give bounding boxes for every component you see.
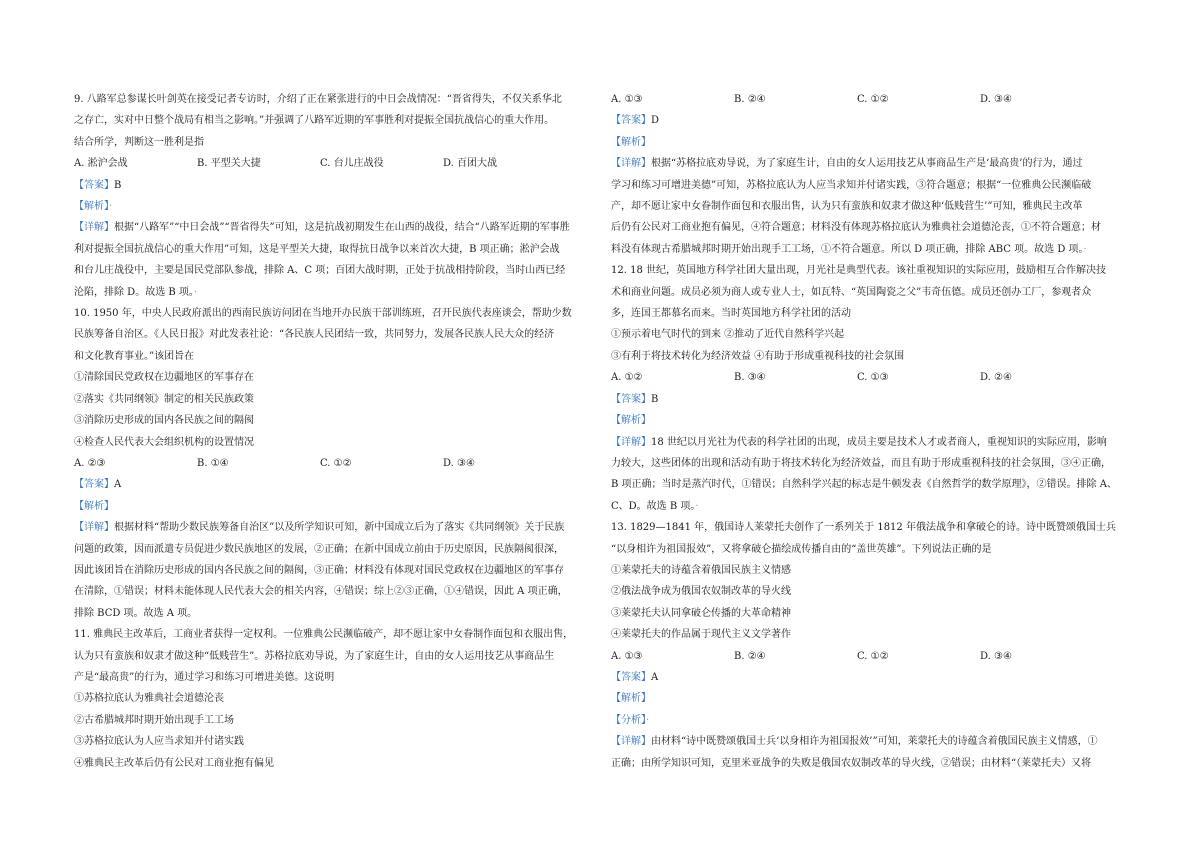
paragraph-mark: · bbox=[1083, 243, 1087, 255]
statement-2: ②古希腊城邦时期开始出现手工工场 bbox=[74, 714, 234, 726]
analysis-label: 【 解析 】 bbox=[74, 201, 109, 212]
analysis-line bbox=[74, 196, 608, 217]
question-text-line: 11. 雅典民主改革后，工商业者获得一定权利。一位雅典公民濒临破产，却不愿让家中女眷制作面包和衣服出售， bbox=[74, 629, 574, 641]
detail-text: C、D。故选 B 项。 bbox=[611, 500, 696, 512]
detail-label: 【 详解 】 bbox=[611, 437, 651, 448]
statement-4: ④雅典民主改革后仍有公民对工商业抱有偏见 bbox=[74, 757, 274, 769]
detail-line bbox=[74, 517, 608, 538]
detail-line bbox=[611, 153, 1133, 174]
detail-text: 问题的政策，因而派遣专员促进少数民族地区的发展，②正确；在新中国成立前由于历史原因，民族隔阂很深， bbox=[74, 543, 564, 555]
option-d: D. ③④ bbox=[443, 457, 475, 469]
statement-3: ③莱蒙托夫认同拿破仑传播的大革命精神 bbox=[611, 607, 791, 619]
answer-label: 【 答案 】 bbox=[74, 479, 114, 490]
option-a: A. ①③ bbox=[611, 650, 643, 662]
right-column bbox=[611, 89, 1133, 774]
option-c: C. ①② bbox=[857, 94, 889, 105]
answer-label: 【 答案 】 bbox=[611, 115, 651, 126]
option-c: C. ①② bbox=[857, 650, 889, 662]
question-11-continued bbox=[611, 89, 1133, 260]
question-text-line: 13. 1829—1841 年，俄国诗人莱蒙托夫创作了一系列关于 1812 年俄法战争和拿破仑的诗。诗中既赞颂俄国士兵 bbox=[611, 522, 1116, 534]
detail-label: 【 详解 】 bbox=[611, 158, 651, 169]
answer-value: D bbox=[651, 115, 660, 127]
analysis-label: 【 解析 】 bbox=[611, 137, 651, 148]
answer-options bbox=[611, 646, 1133, 667]
analysis-line bbox=[611, 410, 1133, 431]
question-12 bbox=[611, 260, 1133, 517]
statement-1: ①清除国民党政权在边疆地区的军事存在 bbox=[74, 372, 254, 384]
left-column bbox=[74, 89, 608, 774]
detail-text: 由材料“诗中既赞颂俄国士兵‘以身相许为祖国报效’”可知，莱蒙托夫的诗蕴含着俄国民族主义情感，① bbox=[651, 736, 1098, 748]
option-a: A. ①② bbox=[611, 372, 643, 384]
detail-label: 【 详解 】 bbox=[74, 222, 114, 233]
analysis-label: 【 解析 】 bbox=[611, 415, 651, 426]
paragraph-mark: · bbox=[646, 714, 650, 726]
detail-text: 根据“八路军”“中日会战”“晋省得失”可知，这是抗战初期发生在山西的战役，结合“八路军近期的军事胜 bbox=[114, 222, 570, 234]
question-text-line: 之存亡，实对中日整个战局有相当之影响。”并强调了八路军近期的军事胜利对提振全国抗战信心的重大作用。 bbox=[74, 115, 555, 127]
option-b: B. ①④ bbox=[197, 457, 229, 469]
option-b: B. 平型关大捷 bbox=[197, 158, 261, 170]
detail-line bbox=[611, 496, 1133, 517]
detail-text: 根据材料“帮助少数民族筹备自治区”以及所学知识可知，新中国成立后为了落实《共同纲领》关于民族 bbox=[114, 522, 565, 534]
question-text-line: 认为只有蛮族和奴隶才做这种“低贱营生”。苏格拉底劝导说，为了家庭生计，自由的女人运用技艺从事商品生 bbox=[74, 650, 555, 662]
detail-text: 后仍有公民对工商业抱有偏见，④符合题意；材料没有体现苏格拉底认为雅典社会道德沦丧，①不符合题意；材 bbox=[611, 222, 1101, 234]
statement-1: ①苏格拉底认为雅典社会道德沦丧 bbox=[74, 693, 224, 705]
question-text-line: 多，连国王都慕名而来。当时英国地方科学社团的活动 bbox=[611, 308, 851, 320]
detail-label: 【 详解 】 bbox=[74, 522, 114, 533]
detail-text: 因此该团旨在消除历史形成的国内各民族之间的隔阂，③正确；材料没有体现对国民党政权在边疆地区的军事存 bbox=[74, 564, 564, 576]
statement-3: ③苏格拉底认为人应当求知并付诸实践 bbox=[74, 736, 244, 748]
statements-1-2: ①预示着电气时代的到来 ②推动了近代自然科学兴起 bbox=[611, 329, 845, 341]
answer-label: 【 答案 】 bbox=[611, 672, 651, 683]
question-10 bbox=[74, 303, 608, 624]
question-9 bbox=[74, 89, 608, 303]
detail-line bbox=[611, 432, 1133, 453]
analysis-line bbox=[74, 496, 608, 517]
detail-text: 料没有体现古希腊城邦时期开始出现手工工场，①不符合题意。所以 D 项正确，排除 ABC 项。故选 D 项。 bbox=[611, 243, 1084, 255]
detail-line bbox=[611, 239, 1133, 260]
answer-line bbox=[74, 474, 608, 495]
analysis-label: 【 解析 】 bbox=[611, 693, 651, 704]
question-text-line: 民族筹备自治区。《人民日报》对此发表社论：“各民族人民团结一致，共同努力，发展各民族人民大众的经济 bbox=[74, 329, 555, 341]
detail-line bbox=[611, 731, 1133, 752]
detail-text: 学习和练习可增进美德”可知，苏格拉底认为人应当求知并付诸实践，③符合题意；根据“一位雅典公民濒临破 bbox=[611, 179, 1092, 191]
pre-analysis-label: 【 分析 】 bbox=[611, 715, 646, 726]
paragraph-mark: · bbox=[695, 500, 699, 512]
option-d: D. ③④ bbox=[980, 94, 1012, 105]
analysis-label: 【 解析 】 bbox=[74, 501, 114, 512]
question-text-line: “以身相许为祖国报效”，又将拿破仑描绘成传播自由的“盖世英雄”。下列说法正确的是 bbox=[611, 543, 992, 555]
question-text-line: 结合所学，判断这一胜利是指 bbox=[74, 136, 204, 148]
analysis-line bbox=[611, 688, 1133, 709]
detail-text: 正确；由所学知识可知，克里米亚战争的失败是俄国农奴制改革的导火线，②错误；由材料“（莱蒙托夫）又将 bbox=[611, 757, 1092, 769]
option-a: A. ①③ bbox=[611, 94, 643, 105]
answer-line bbox=[611, 667, 1133, 688]
answer-line bbox=[611, 110, 1133, 131]
detail-label: 【 详解 】 bbox=[611, 736, 651, 747]
pre-analysis-line bbox=[611, 710, 1133, 731]
detail-text: 在清除，①错误；材料未能体现人民代表大会的相关内容，④错误；综上②③正确，①④错误，因此 A 项正确， bbox=[74, 586, 568, 598]
option-a: A. ②③ bbox=[74, 457, 106, 469]
option-d: D. 百团大战 bbox=[443, 158, 498, 170]
statement-3: ③消除历史形成的国内各民族之间的隔阂 bbox=[74, 415, 254, 427]
detail-text: 产，却不愿让家中女眷制作面包和衣服出售，认为只有蛮族和奴隶才做这种‘低贱营生’”可知，雅典民主改革 bbox=[611, 201, 1083, 213]
detail-text: 排除 BCD 项。故选 A 项。 bbox=[74, 607, 198, 619]
option-d: D. ②④ bbox=[980, 372, 1012, 384]
statement-2: ②落实《共同纲领》制定的相关民族政策 bbox=[74, 393, 254, 405]
answer-options bbox=[74, 153, 608, 174]
answer-value: B bbox=[651, 393, 659, 405]
option-b: B. ③④ bbox=[734, 372, 766, 384]
statement-2: ②俄法战争成为俄国农奴制改革的导火线 bbox=[611, 586, 791, 598]
paragraph-mark: · bbox=[109, 201, 113, 213]
answer-options bbox=[611, 367, 1133, 388]
answer-label: 【 答案 】 bbox=[74, 180, 114, 191]
detail-line bbox=[74, 217, 608, 238]
option-d: D. ③④ bbox=[980, 650, 1012, 662]
answer-options bbox=[611, 89, 1133, 110]
detail-text: 18 世纪以月光社为代表的科学社团的出现，成员主要是技术人才或者商人，重视知识的实际应用，影响 bbox=[651, 436, 1107, 448]
statement-4: ④检查人民代表大会组织机构的设置情况 bbox=[74, 436, 254, 448]
question-text-line: 术和商业问题。成员必须为商人或专业人士，如瓦特、“英国陶瓷之父”韦奇伍德。成员还创办工厂，参观者众 bbox=[611, 286, 1092, 298]
answer-line bbox=[74, 175, 608, 196]
question-text-line: 产是“最高贵”的行为，通过学习和练习可增进美德。这说明 bbox=[74, 671, 335, 683]
statement-4: ④莱蒙托夫的作品属于现代主义文学著作 bbox=[611, 629, 791, 641]
option-c: C. ①② bbox=[320, 457, 352, 469]
answer-line bbox=[611, 389, 1133, 410]
detail-text: 力较大，这些团体的出现和活动有助于将技术转化为经济效益，而且有助于形成重视科技的社会氛围，③④正确， bbox=[611, 457, 1111, 469]
answer-label: 【 答案 】 bbox=[611, 394, 651, 405]
paragraph-mark: · bbox=[193, 286, 198, 298]
answer-value: A bbox=[651, 671, 659, 683]
answer-options bbox=[74, 453, 608, 474]
question-text-line: 12. 18 世纪，英国地方科学社团大量出现，月光社是典型代表。该社重视知识的实际应用，鼓励相互合作解决技 bbox=[611, 265, 1106, 277]
option-b: B. ②④ bbox=[734, 650, 766, 662]
question-13 bbox=[611, 517, 1133, 774]
detail-text: B 项正确；当时是蒸汽时代，①错误；自然科学兴起的标志是牛顿发表《自然哲学的数学原理》，②错误。排除 A、 bbox=[611, 479, 1117, 491]
detail-line bbox=[74, 282, 608, 303]
answer-value: A bbox=[114, 479, 122, 491]
detail-text: 根据“苏格拉底劝导说，为了家庭生计，自由的女人运用技艺从事商品生产是‘最高贵’的行为，通过 bbox=[651, 158, 1083, 170]
detail-text: 利对提振全国抗战信心的重大作用”可知，这是平型关大捷，取得抗日战争以来首次大捷，B 项正确；淞沪会战 bbox=[74, 243, 560, 255]
statements-3-4: ③有利于将技术转化为经济效益 ④有助于形成重视科技的社会氛围 bbox=[611, 350, 905, 362]
option-b: B. ②④ bbox=[734, 94, 766, 105]
question-11 bbox=[74, 624, 608, 774]
question-text-line: 10. 1950 年，中央人民政府派出的西南民族访问团在当地开办民族干部训练班，召开民族代表座谈会，帮助少数 bbox=[74, 308, 572, 320]
detail-text: 和台儿庄战役中，主要是国民党部队参战，排除 A、C 项；百团大战时期，正处于抗战相持阶段，当时山西已经 bbox=[74, 265, 566, 277]
option-c: C. ①③ bbox=[857, 372, 889, 384]
question-text-line: 和文化教育事业。”该团旨在 bbox=[74, 350, 195, 362]
answer-value: B bbox=[114, 179, 122, 191]
detail-text: 沦陷，排除 D。故选 B 项。 bbox=[74, 286, 194, 298]
analysis-line bbox=[611, 132, 1133, 153]
question-text-line: 9. 八路军总参谋长叶剑英在接受记者专访时，介绍了正在紧张进行的中日会战情况：“晋省得失，不仅关系华北 bbox=[74, 94, 562, 105]
option-c: C. 台儿庄战役 bbox=[320, 158, 384, 170]
option-a: A. 淞沪会战 bbox=[74, 158, 128, 170]
statement-1: ①莱蒙托夫的诗蕴含着俄国民族主义情感 bbox=[611, 564, 791, 576]
